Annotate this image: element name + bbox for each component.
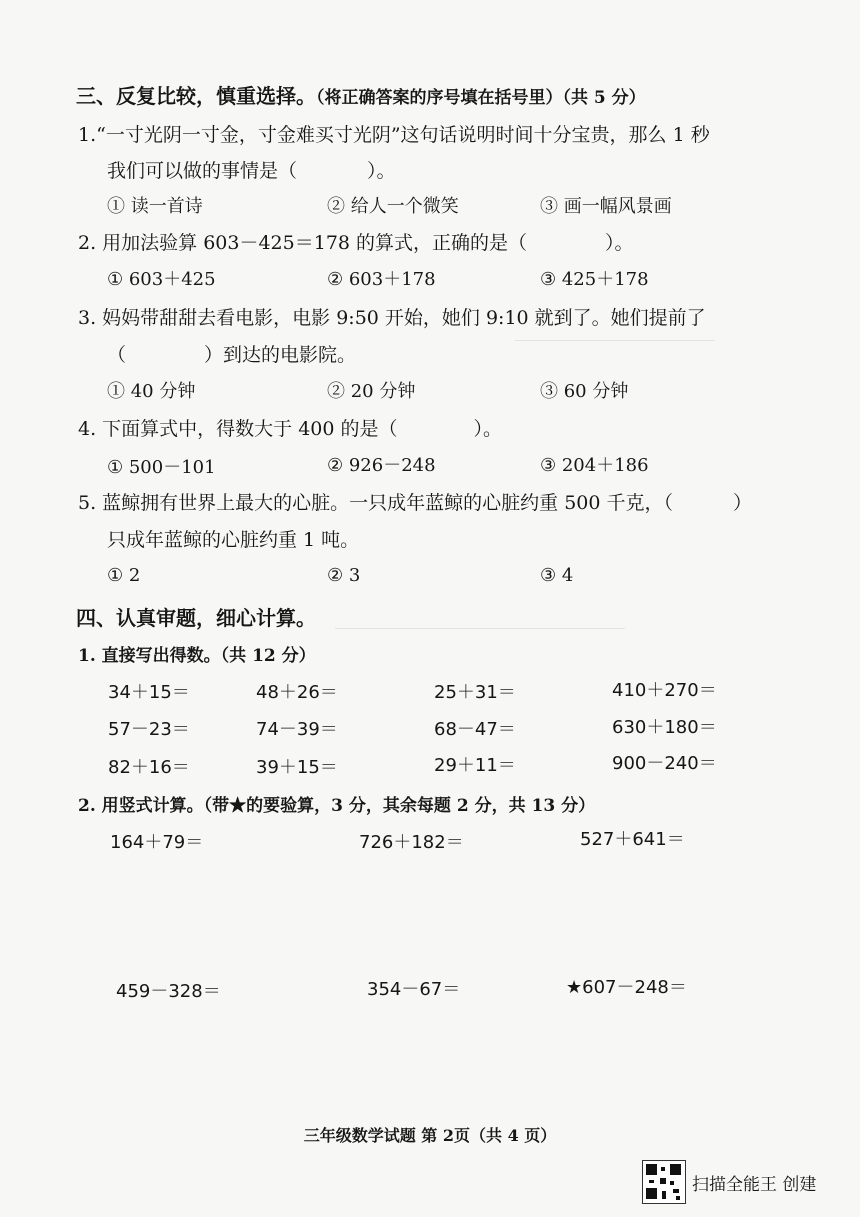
oral-calc: 39＋15＝ [256,757,338,778]
question-5-prompt: 5. 蓝鲸拥有世界上最大的心脏。一只成年蓝鲸的心脏约重 500 千克，（ [78,492,674,514]
vertical-calc: 459－328＝ [116,981,221,1002]
vertical-calc: 164＋79＝ [110,832,204,853]
section-three-note: （将正确答案的序号填在括号里）（共 5 分） [316,88,646,108]
section-three-title: 三、反复比较，慎重选择。 [76,84,316,108]
part-2-title: 2. 用竖式计算。（带★的要验算，3 分，其余每题 2 分，共 13 分） [78,796,596,816]
oral-calc: 630＋180＝ [612,717,717,738]
question-2 [78,228,634,255]
section-four-title: 四、认真审题，细心计算。 [76,606,316,630]
vertical-calc: 726＋182＝ [359,832,464,853]
question-2-prompt: 2. 用加法验算 603－425＝178 的算式，正确的是（ [78,232,528,254]
bleed-through-line [515,340,715,341]
question-1-line1: 1.“一寸光阴一寸金，寸金难买寸光阴”这句话说明时间十分宝贵，那么 1 秒 [78,124,710,146]
question-5-line2: 只成年蓝鲸的心脏约重 1 吨。 [107,529,360,551]
oral-calc: 48＋26＝ [256,682,338,703]
q4-option-2: ② 926－248 [327,455,436,476]
section-three-heading [76,80,646,109]
vertical-calc-verify: ★607－248＝ [566,977,687,998]
bleed-through-line [335,628,625,629]
question-4 [78,414,502,441]
part-1-title: 1. 直接写出得数。（共 12 分） [78,646,316,666]
q2-option-2: ② 603＋178 [327,269,436,290]
question-3-line1: 3. 妈妈带甜甜去看电影，电影 9:50 开始，她们 9:10 就到了。她们提前了 [78,307,706,329]
oral-calc: 900－240＝ [612,753,717,774]
question-3-open: （ [107,344,127,366]
page-footer: 三年级数学试题 第 2页（共 4 页） [303,1126,557,1145]
question-3-line2 [107,340,356,367]
question-1-prompt: 我们可以做的事情是（ [107,160,298,182]
q3-option-2: ② 20 分钟 [327,381,416,402]
oral-calc: 82＋16＝ [108,757,190,778]
oral-calc: 57－23＝ [108,719,190,740]
oral-calc: 410＋270＝ [612,680,717,701]
oral-calc: 25＋31＝ [434,682,516,703]
q5-option-2: ② 3 [327,565,361,586]
q2-option-3: ③ 425＋178 [540,269,649,290]
question-3-tail: ）到达的电影院。 [204,344,357,366]
q5-option-3: ③ 4 [540,565,574,586]
qr-code-icon [642,1160,686,1204]
oral-calc: 74－39＝ [256,719,338,740]
q4-option-1: ① 500－101 [107,457,216,478]
oral-calc: 29＋11＝ [434,755,516,776]
oral-calc: 68－47＝ [434,719,516,740]
q1-option-3: ③ 画一幅风景画 [540,196,672,217]
q3-option-1: ① 40 分钟 [107,381,196,402]
scanner-watermark: 扫描全能王 创建 [692,1175,817,1195]
question-5-close: ） [733,492,753,514]
oral-calc: 34＋15＝ [108,682,190,703]
q5-option-1: ① 2 [107,565,141,586]
q1-option-2: ② 给人一个微笑 [327,196,459,217]
question-4-close: ）。 [473,418,503,440]
q2-option-1: ① 603＋425 [107,269,216,290]
q1-option-1: ① 读一首诗 [107,196,203,217]
vertical-calc: 354－67＝ [367,979,461,1000]
question-2-close: ）。 [605,232,634,254]
q3-option-3: ③ 60 分钟 [540,381,629,402]
question-4-prompt: 4. 下面算式中，得数大于 400 的是（ [78,418,398,440]
question-1-close: ）。 [367,160,396,182]
question-1-line2 [107,156,396,183]
q4-option-3: ③ 204＋186 [540,455,649,476]
vertical-calc: 527＋641＝ [580,829,685,850]
question-5-line1 [78,488,752,515]
